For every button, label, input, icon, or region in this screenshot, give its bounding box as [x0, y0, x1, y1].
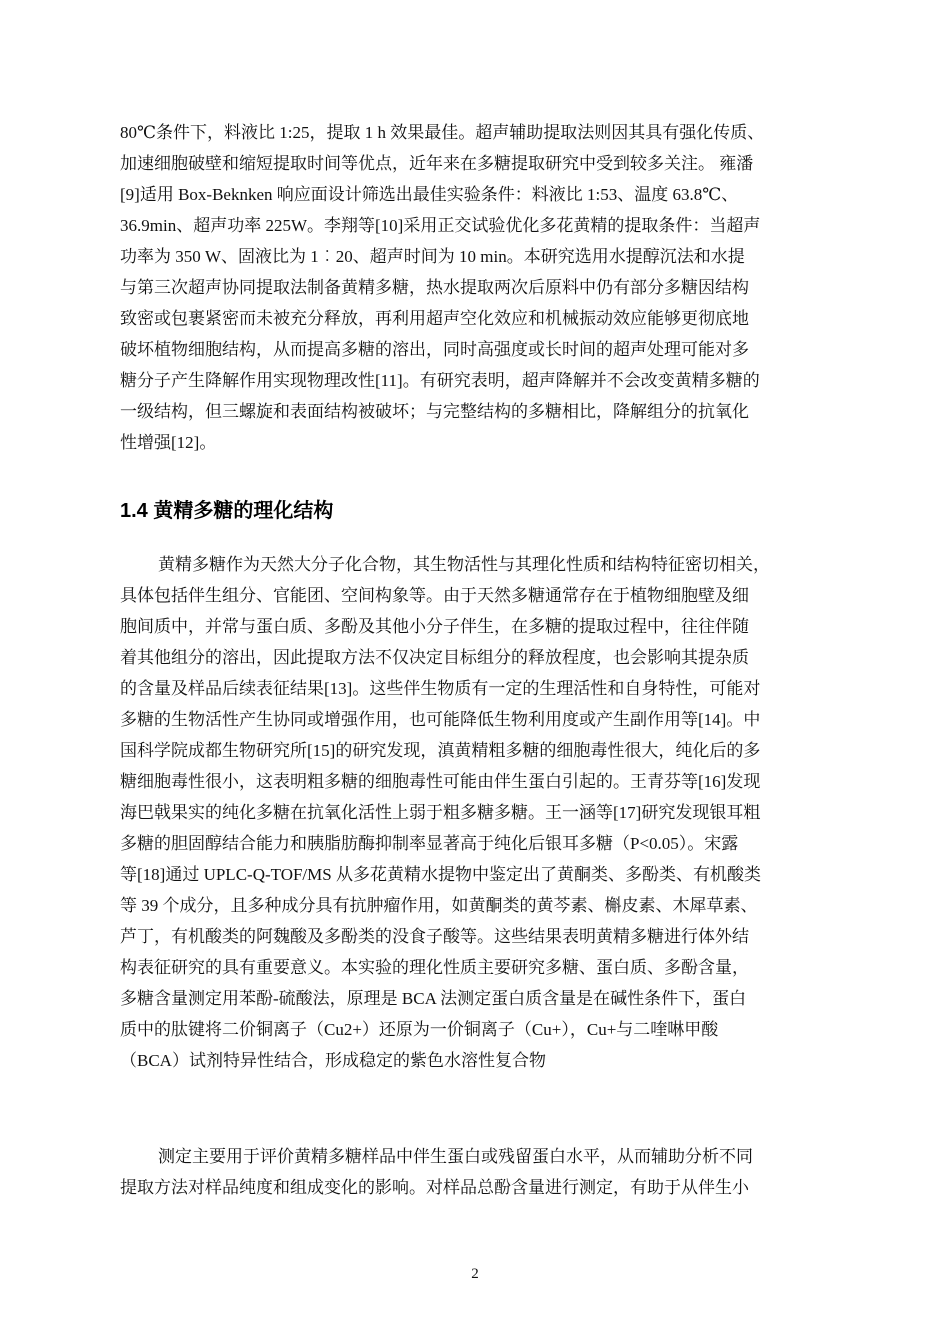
text-line: 多糖含量测定用苯酚-硫酸法，原理是 BCA 法测定蛋白质含量是在碱性条件下，蛋白 [120, 989, 747, 1008]
text-line: 致密或包裹紧密而未被充分释放，再利用超声空化效应和机械振动效应能够更彻底地 [120, 309, 749, 328]
text-line: 着其他组分的溶出，因此提取方法不仅决定目标组分的释放程度，也会影响其提杂质 [120, 648, 749, 667]
text-line: 功率为 350 W、固液比为 1︰20、超声时间为 10 min。本研究选用水提醇沉法和水提 [120, 247, 745, 266]
paragraph-measurement [120, 1141, 842, 1203]
text-line: 国科学院成都生物研究所[15]的研究发现，滇黄精粗多糖的细胞毒性很大，纯化后的多 [120, 741, 761, 760]
text-line: 海巴戟果实的纯化多糖在抗氧化活性上弱于粗多糖多糖。王一涵等[17]研究发现银耳粗 [120, 803, 761, 822]
page-number: 2 [471, 1266, 479, 1282]
text-line: 的含量及样品后续表征结果[13]。这些伴生物质有一定的生理活性和自身特性，可能对 [120, 679, 761, 698]
text-line: 芦丁，有机酸类的阿魏酸及多酚类的没食子酸等。这些结果表明黄精多糖进行体外结 [120, 927, 749, 946]
text-line: 36.9min、超声功率 225W。李翔等[10]采用正交试验优化多花黄精的提取条件：当超声 [120, 216, 761, 235]
text-line: 糖分子产生降解作用实现物理改性[11]。有研究表明，超声降解并不会改变黄精多糖的 [120, 371, 760, 390]
text-line: 黄精多糖作为天然大分子化合物，其生物活性与其理化性质和结构特征密切相关， [158, 555, 770, 574]
section-heading: 1.4 黄精多糖的理化结构 [120, 500, 334, 522]
paragraph-body [120, 117, 842, 458]
text-line: 80℃条件下，料液比 1:25，提取 1 h 效果最佳。超声辅助提取法则因其具有强化传质、 [120, 123, 765, 142]
paragraph-body [120, 1141, 842, 1203]
text-line: 性增强[12]。 [120, 433, 217, 452]
text-line: （BCA）试剂特异性结合，形成稳定的紫色水溶性复合物 [120, 1051, 546, 1070]
text-line: 一级结构，但三螺旋和表面结构被破坏；与完整结构的多糖相比，降解组分的抗氧化 [120, 402, 749, 421]
text-line: 构表征研究的具有重要意义。本实验的理化性质主要研究多糖、蛋白质、多酚含量， [120, 958, 749, 977]
text-line: 多糖的胆固醇结合能力和胰脂肪酶抑制率显著高于纯化后银耳多糖（P<0.05）。宋露 [120, 834, 739, 853]
text-line: 等 39 个成分，且多种成分具有抗肿瘤作用，如黄酮类的黄芩素、槲皮素、木犀草素、 [120, 896, 758, 915]
text-line: 多糖的生物活性产生协同或增强作用，也可能降低生物利用度或产生副作用等[14]。中 [120, 710, 761, 729]
text-line: 加速细胞破壁和缩短提取时间等优点，近年来在多糖提取研究中受到较多关注。 雍潘 [120, 154, 754, 173]
text-line: [9]适用 Box-Beknken 响应面设计筛选出最佳实验条件：料液比 1:53、温度 63.8℃、 [120, 185, 739, 204]
text-line: 质中的肽键将二价铜离子（Cu2+）还原为一价铜离子（Cu+），Cu+与二喹啉甲酸 [120, 1020, 719, 1039]
text-line: 胞间质中，并常与蛋白质、多酚及其他小分子伴生，在多糖的提取过程中，往往伴随 [120, 617, 749, 636]
paragraph-body [120, 549, 842, 1076]
text-line: 测定主要用于评价黄精多糖样品中伴生蛋白或残留蛋白水平，从而辅助分析不同 [158, 1147, 753, 1166]
text-line: 等[18]通过 UPLC-Q-TOF/MS 从多花黄精水提物中鉴定出了黄酮类、多酚类、有机酸类 [120, 865, 761, 884]
paragraph-extraction-methods [120, 117, 842, 458]
text-line: 与第三次超声协同提取法制备黄精多糖，热水提取两次后原料中仍有部分多糖因结构 [120, 278, 749, 297]
text-line: 破坏植物细胞结构，从而提高多糖的溶出，同时高强度或长时间的超声处理可能对多 [120, 340, 749, 359]
text-line: 提取方法对样品纯度和组成变化的影响。对样品总酚含量进行测定，有助于从伴生小 [120, 1178, 749, 1197]
paragraph-physicochemical-structure [120, 549, 842, 1076]
text-line: 具体包括伴生组分、官能团、空间构象等。由于天然多糖通常存在于植物细胞壁及细 [120, 586, 749, 605]
text-line: 糖细胞毒性很小，这表明粗多糖的细胞毒性可能由伴生蛋白引起的。王青芬等[16]发现 [120, 772, 761, 791]
